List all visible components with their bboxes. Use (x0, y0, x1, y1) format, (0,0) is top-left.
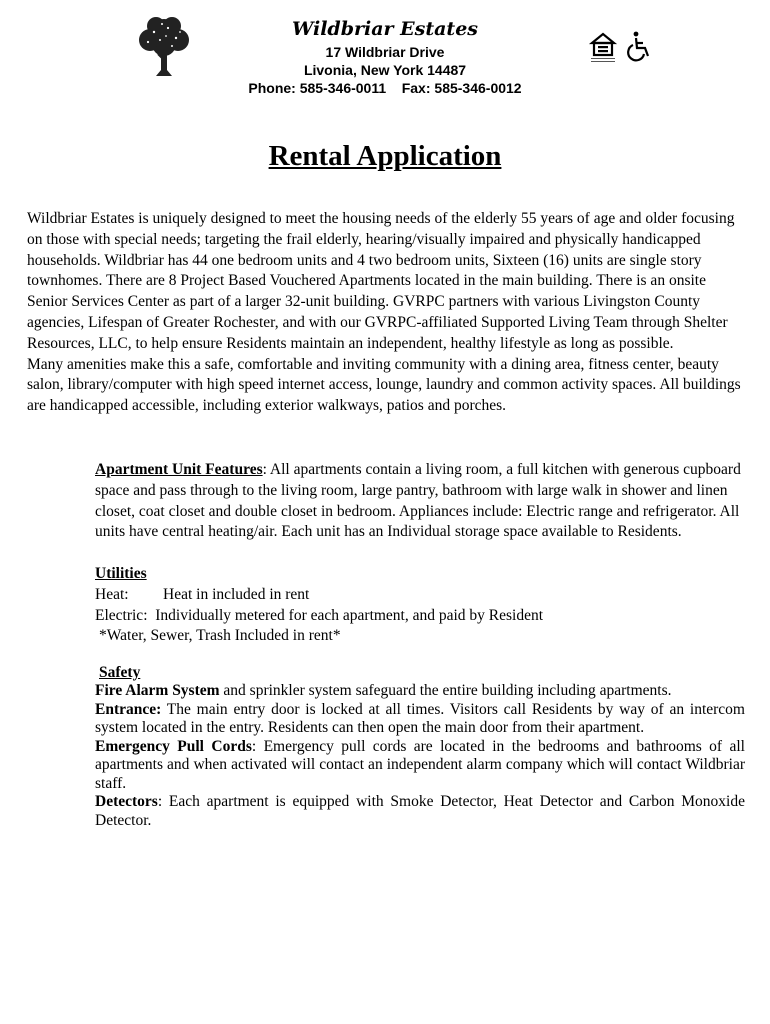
phone-label: Phone: (248, 80, 296, 96)
phone-number: 585-346-0011 (299, 80, 387, 96)
entrance-block (95, 701, 745, 738)
entrance-label: Entrance: (95, 700, 162, 718)
pull-cords-block (95, 738, 745, 794)
details-section (95, 460, 745, 830)
city-line: Livonia, New York 14487 (303, 62, 467, 78)
address-line: 17 Wildbriar Drive (325, 44, 445, 60)
intro-section (27, 209, 749, 417)
fax-number: 585-346-0012 (434, 80, 522, 96)
features-text: : All apartments contain a living room, a full kitchen with generous cupboard space and pass through to the living room, large pantry, bathroom with large walk in shower and linen closet, coat closet and double closet in bedroom. Appliances include: Electric range and refrigerator. All units have central heating/air. Each unit has an Individual storage space available to Residents. (95, 461, 741, 541)
intro-paragraph: Wildbriar Estates is uniquely designed to meet the housing needs of the elderly 55 years of age and older focusing on those with special needs; targeting the frail elderly, hearing/visually impaired and physically handicapped households. Wildbriar has 44 one bedroom units and 4 two bedroom units, Sixteen (16) units are single story townhomes. There are 8 Project Based Vouchered Apartments located in the main building. There is an onsite Senior Services Center as part of a larger 32-unit building. GVRPC partners with various Livingston County agencies, Lifespan of Greater Rochester, and with our GVRPC-affiliated Supported Living Team through Shelter Resources, LLC, to help ensure Residents maintain an independent, healthy lifestyle as long as possible. (27, 210, 735, 352)
fire-alarm-block (95, 682, 745, 701)
pull-cords-text: : Emergency pull cords are located in the bedrooms and bathrooms of all apartments and when activated will contact an independent alarm company which will contact Wildbriar staff. (95, 737, 745, 792)
electric-text: Individually metered for each apartment, and paid by Resident (155, 606, 544, 624)
heat-text: Heat in included in rent (163, 585, 310, 603)
features-block (95, 460, 745, 543)
electric-label: Electric: (95, 606, 148, 624)
fire-alarm-text: and sprinkler system safeguard the entire building including apartments. (219, 682, 672, 700)
detectors-block (95, 793, 745, 830)
utilities-heading: Utilities (95, 564, 147, 582)
document-title: Rental Application (268, 140, 502, 172)
electric-row (95, 606, 745, 627)
utilities-note: *Water, Sewer, Trash Included in rent* (99, 627, 341, 645)
heat-label: Heat: (95, 585, 129, 603)
features-heading: Apartment Unit Features (95, 461, 263, 478)
amenities-paragraph: Many amenities make this a safe, comfortable and inviting community with a dining area, fitness center, beauty salon, library/computer with high speed internet access, lounge, laundry and common activity spaces. All buildings are handicapped accessible, including exterior walkways, patios and porches. (27, 355, 741, 415)
fire-alarm-label: Fire Alarm System (95, 682, 220, 700)
org-name: Wildbriar Estates (291, 18, 478, 40)
safety-heading: Safety (99, 664, 141, 682)
entrance-text: The main entry door is locked at all times. Visitors call Residents by way of an intercom system located in the entry. Residents can then open the main door from their apartment. (95, 700, 745, 737)
detectors-label: Detectors (95, 793, 158, 811)
fax-label: Fax: (401, 80, 431, 96)
heat-row (95, 585, 745, 606)
detectors-text: : Each apartment is equipped with Smoke Detector, Heat Detector and Carbon Monoxide Detector. (95, 793, 745, 829)
pull-cords-label: Emergency Pull Cords (95, 737, 252, 755)
contact-line (0, 80, 770, 96)
